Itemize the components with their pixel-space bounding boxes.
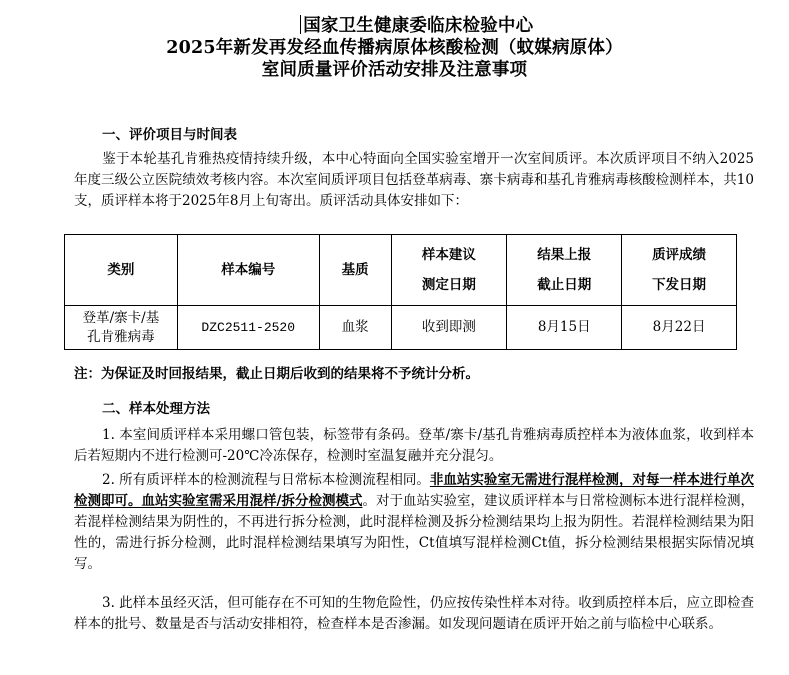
- title-line-2: 2025年新发再发经血传播病原体核酸检测（蚊媒病原体）: [166, 38, 623, 58]
- title-line-1: 国家卫生健康委临床检验中心: [22, 15, 789, 37]
- cell-matrix: 血浆: [319, 306, 391, 350]
- cell-report-deadline: 8月15日: [507, 306, 622, 350]
- header-release-date: 质评成绩 下发日期: [622, 235, 737, 306]
- text-cursor: [300, 15, 302, 34]
- section-2-item-2: 2. 所有质评样本的检测流程与日常标本检测流程相同。非血站实验室无需进行混样检测，对每一样本进行单次检测即可。血站实验室需采用混样/拆分检测模式。对于血站实验室，建议质评样本与日常检测标本进行混样检测，若混样检测结果为阴性的，不再进行拆分检测，此时混样检测及拆分检测结果均上报为阴性。若混样检测结果为阳性的，需进行拆分检测，此时混样检测结果填写为阳性，Ct值填写混样检测Ct值，拆分检测结果根据实际情况填写。: [74, 472, 755, 572]
- emphasized-instruction: 非血站实验室无需进行混样检测，对每一样本进行单次检测即可。血站实验室需采用混样/拆分检测模式: [74, 472, 755, 509]
- table-header-row: [65, 235, 737, 306]
- cell-category: 登革/寨卡/基 孔肯雅病毒: [65, 306, 178, 350]
- document-title: [0, 15, 789, 81]
- cell-test-date: 收到即测: [391, 306, 507, 350]
- header-sample-id: 样本编号: [177, 235, 319, 306]
- header-category: 类别: [65, 235, 178, 306]
- table-row: [65, 306, 737, 350]
- section-1-heading: 一、评价项目与时间表: [102, 127, 237, 143]
- section-2-heading: 二、样本处理方法: [102, 401, 210, 417]
- header-test-date: 样本建议 测定日期: [391, 235, 507, 306]
- cell-sample-id: DZC2511-2520: [177, 306, 319, 350]
- title-line-3: 室间质量评价活动安排及注意事项: [261, 60, 528, 80]
- cell-release-date: 8月22日: [622, 306, 737, 350]
- section-2-item-1: 1. 本室间质评样本采用螺口管包装，标签带有条码。登革/寨卡/基孔肯雅病毒质控样本为液体血浆，收到样本后若短期内不进行检测可-20℃冷冻保存，检测时室温复融并充分混匀。: [74, 427, 754, 464]
- header-report-deadline: 结果上报 截止日期: [507, 235, 622, 306]
- section-2-item-3: 3. 此样本虽经灭活，但可能存在不可知的生物危险性，仍应按传染性样本对待。收到质控样本后，应立即检查样本的批号、数量是否与活动安排相符，检查样本是否渗漏。如发现问题请在质评开始之前与临检中心联系。: [74, 595, 754, 632]
- section-1-paragraph: 鉴于本轮基孔肯雅热疫情持续升级，本中心特面向全国实验室增开一次室间质评。本次质评项目不纳入2025年度三级公立医院绩效考核内容。本次室间质评项目包括登革病毒、寨卡病毒和基孔肯雅病毒核酸检测样本，共10支，质评样本将于2025年8月上旬寄出。质评活动具体安排如下：: [74, 151, 754, 209]
- header-matrix: 基质: [319, 235, 391, 306]
- schedule-table: [64, 234, 737, 350]
- deadline-note: 注：为保证及时回报结果，截止日期后收到的结果将不予统计分析。: [74, 366, 479, 382]
